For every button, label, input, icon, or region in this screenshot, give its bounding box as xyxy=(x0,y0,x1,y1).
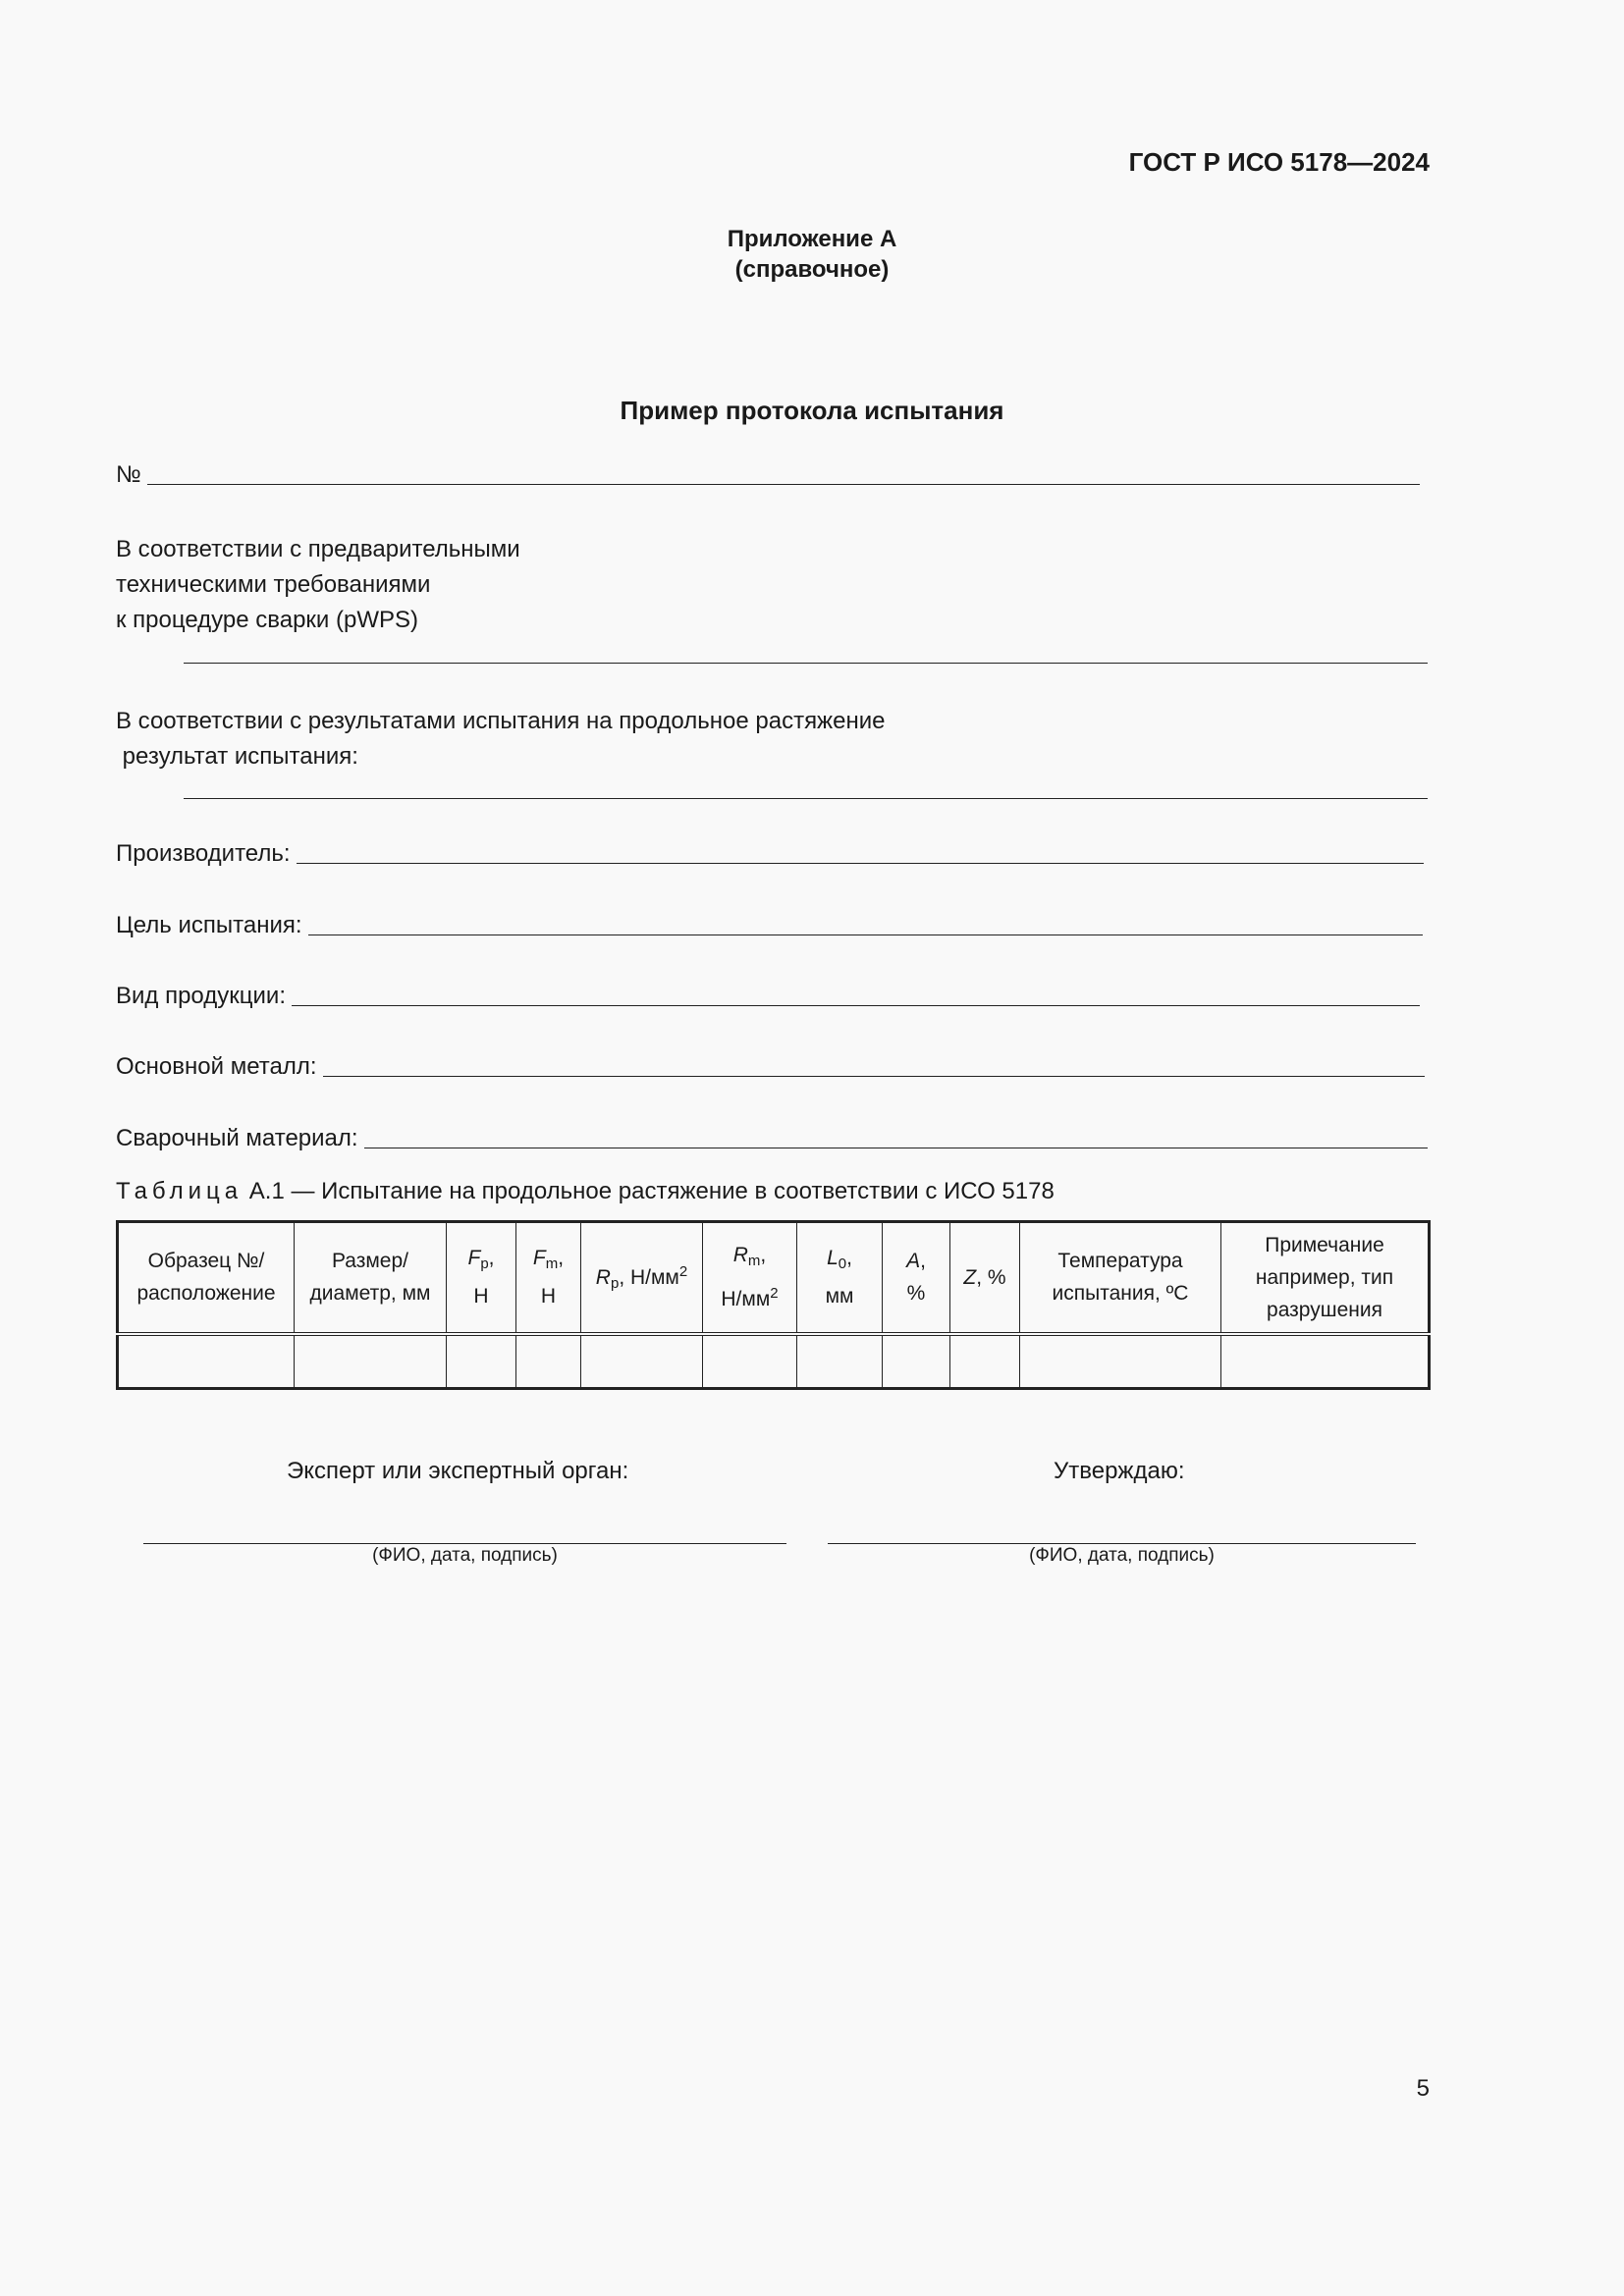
purpose-line xyxy=(308,934,1423,935)
tension-block xyxy=(116,704,885,774)
document-title: Пример протокола испытания xyxy=(620,396,1004,425)
table-cell xyxy=(295,1334,447,1389)
annex-title: Приложение А xyxy=(727,226,897,252)
table-row xyxy=(118,1334,1430,1389)
consumable-line xyxy=(364,1147,1428,1148)
base-metal-label: Основной металл: xyxy=(116,1053,317,1080)
number-line xyxy=(147,483,1420,485)
header-remark: Примечание например, тип разрушения xyxy=(1221,1222,1430,1334)
table-cell xyxy=(1221,1334,1430,1389)
header-rm: $R_m$, $Н/мм^2$ xyxy=(703,1222,797,1334)
product-line xyxy=(292,1004,1420,1006)
product-field xyxy=(116,983,1420,1010)
header-z: Z, % xyxy=(950,1222,1020,1334)
approve-signature-note: (ФИО, дата, подпись) xyxy=(1029,1545,1215,1566)
table-caption-text: А.1 — Испытание на продольное растяжение в соответствии с ИСО 5178 xyxy=(248,1178,1055,1204)
pwps-line xyxy=(184,663,1428,664)
table-cell xyxy=(1020,1334,1221,1389)
approve-label: Утверждаю: xyxy=(1054,1458,1185,1484)
product-label: Вид продукции: xyxy=(116,983,286,1009)
expert-label: Эксперт или экспертный орган: xyxy=(287,1458,629,1484)
header-specimen: Образец №/ расположение xyxy=(118,1222,295,1334)
header-a: A, % xyxy=(883,1222,950,1334)
table-caption-prefix: Таблица xyxy=(116,1178,244,1204)
page-number: 5 xyxy=(1416,2075,1430,2102)
expert-signature-line xyxy=(143,1543,786,1544)
header-fm: $F_m$, Н xyxy=(516,1222,581,1334)
table-cell xyxy=(447,1334,516,1389)
tension-line-1: В соответствии с результатами испытания на продольное растяжение xyxy=(116,708,886,734)
pwps-line-2: техническими требованиями xyxy=(116,571,431,598)
table-cell xyxy=(516,1334,581,1389)
table-header-row xyxy=(118,1222,1430,1334)
approve-signature-line xyxy=(828,1543,1416,1544)
header-size: Размер/ диаметр, мм xyxy=(295,1222,447,1334)
table-cell xyxy=(950,1334,1020,1389)
annex-status: (справочное) xyxy=(734,256,890,283)
expert-signature-note: (ФИО, дата, подпись) xyxy=(372,1545,558,1566)
pwps-line-3: к процедуре сварки (pWPS) xyxy=(116,607,419,633)
pwps-line-1: В соответствии с предварительными xyxy=(116,536,520,562)
table-cell xyxy=(797,1334,883,1389)
table-caption xyxy=(116,1178,1055,1205)
pwps-block xyxy=(116,532,520,638)
header-rp: $R_p$, $Н/мм^2$ xyxy=(581,1222,703,1334)
purpose-field xyxy=(116,912,1423,939)
number-label: № xyxy=(116,461,141,488)
test-results-table xyxy=(116,1220,1431,1390)
tension-line-2: результат испытания: xyxy=(116,743,358,770)
consumable-field xyxy=(116,1125,1428,1152)
manufacturer-field xyxy=(116,840,1424,868)
header-fp: $F_p$, Н xyxy=(447,1222,516,1334)
table-cell xyxy=(703,1334,797,1389)
table-cell xyxy=(118,1334,295,1389)
consumable-label: Сварочный материал: xyxy=(116,1125,358,1151)
tension-result-line xyxy=(184,798,1428,799)
number-field xyxy=(116,461,1420,489)
table-cell xyxy=(581,1334,703,1389)
purpose-label: Цель испытания: xyxy=(116,912,302,938)
header-temperature: Температура испытания, ºС xyxy=(1020,1222,1221,1334)
manufacturer-line xyxy=(297,862,1424,864)
manufacturer-label: Производитель: xyxy=(116,840,291,867)
table-cell xyxy=(883,1334,950,1389)
header-l0: $L_0$, мм xyxy=(797,1222,883,1334)
standard-designation: ГОСТ Р ИСО 5178—2024 xyxy=(1128,147,1430,177)
base-metal-field xyxy=(116,1053,1425,1081)
base-metal-line xyxy=(323,1075,1426,1077)
